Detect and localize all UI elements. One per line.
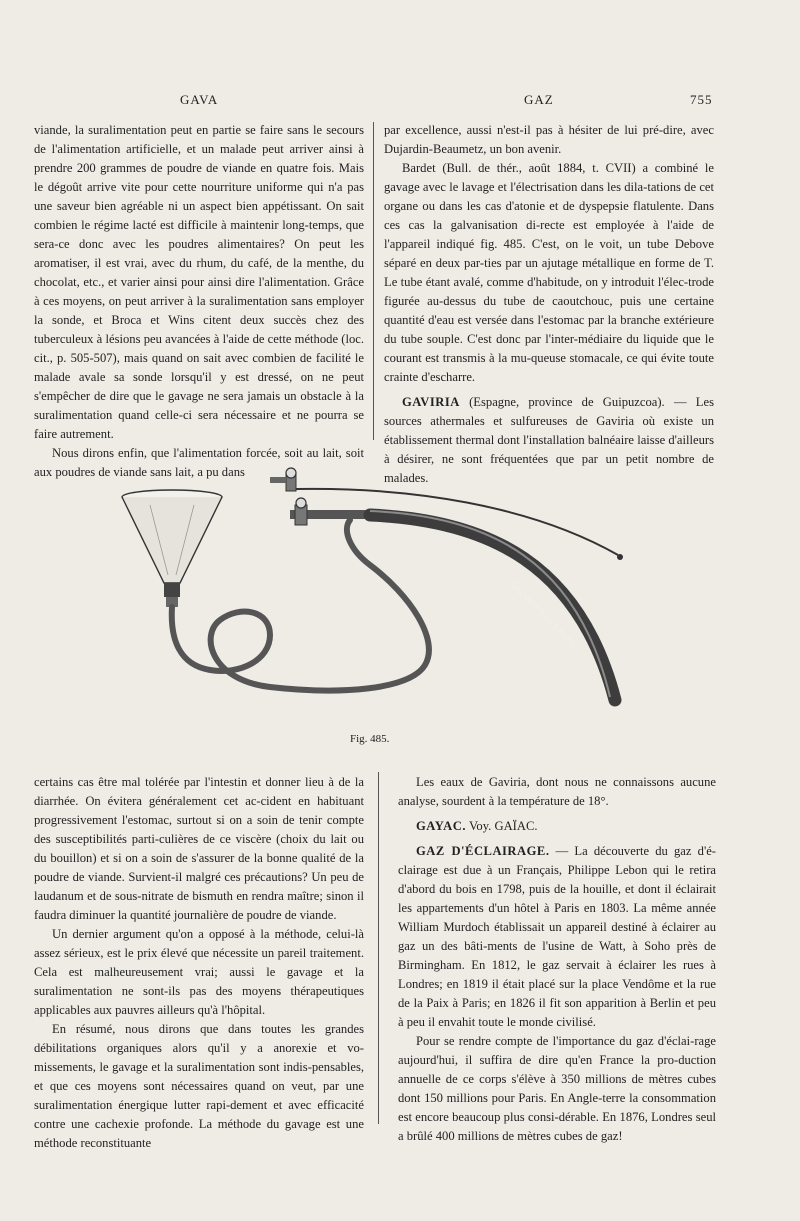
paragraph: viande, la suralimentation peut en partie se faire sans le secours de l'alimentation artificielle, et un malade peut arriver ainsi à prendre 200 grammes de poudre de viande en quatre fois. Mais le dégoût arrive vite pour cette nourriture uniforme qui n'a pas une saveur bien agréable ni un aspect bien appétissant. On sait combien le régime lacté est difficile à maintenir long-temps, que sera-ce donc avec les poudres alimentaires? On peut les aromatiser, il est vrai, avec du rhum, du café, de la menthe, du chocolat, etc., et varier ainsi pour ainsi dire l'alimentation. Grâce à ces moyens, on peut arriver à la suralimentation sans employer la sonde, et Broca et Wins citent deux succès chez des tuberculeux à lésions peu avancées à l'aide de cette méthode (loc. cit., p. 505-507), mais quand on sait avec combien de facilité le malade avale sa sonde lorsqu'il y est dressé, on ne peut s'empêcher de dire que le gavage ne sera jamais un obstacle à la suralimentation quand celle-ci sera nécessaire et ne pourra se faire autrement. [34,123,364,441]
headword: GAZ D'ÉCLAIRAGE. [416,844,550,858]
right-column-bottom [398,773,716,1146]
left-column-bottom [34,773,364,1153]
paragraph: par excellence, aussi n'est-il pas à hésiter de lui pré-dire, avec Dujardin-Beaumetz, un bon avenir. [384,123,714,156]
maker-mark: GALANTE & FILS PARIS [508,580,579,650]
headword: GAVIRIA [402,395,460,409]
page-number: 755 [690,92,713,107]
column-rule [373,122,374,440]
running-head-left: GAVA [180,92,219,107]
left-column-top [34,121,364,482]
running-head [0,92,800,110]
entry-gaz [398,842,716,1032]
entry-text: Voy. GAÏAC. [468,819,538,833]
column-rule [378,772,379,1124]
funnel-icon [122,490,222,607]
entry-text: (Espagne, province de Guipuzcoa). — Les sources athermales et sulfureuses de Gaviria où existe un établissement thermal dont l'installation balnéaire laisse d'ailleurs à désirer, ne sont fréquentées que par un petit nombre de malades. [384,395,714,485]
paragraph: Un dernier argument qu'on a opposé à la méthode, celui-là assez sérieux, est le prix élevé que nécessite un pareil traitement. Cela est malheureusement vrai; aussi le gavage et la suralimentation ne sont-ils pas des moyens thérapeutiques applicables aux pauvres ailleurs qu'à l'hôpital. [34,927,364,1017]
headword: GAYAC. [416,819,467,833]
figure-illustration [110,465,670,735]
running-head-center: GAZ [524,92,554,107]
rubber-tube [172,520,429,691]
figure-caption: Fig. 485. [350,733,390,745]
paragraph: Pour se rendre compte de l'importance du gaz d'éclai-rage aujourd'hui, il suffira de dire qu'en France la pro-duction annuelle de ce corps s'élève à 350 millions de mètres cubes dont 150 millions pour Paris. En Angle-terre la consommation est encore beaucoup plus consi-dérable. En 1876, Londres seul a brûlé 400 millions de mètres cubes de gaz! [398,1034,716,1143]
t-coupling-icon [270,468,370,525]
paragraph: Les eaux de Gaviria, dont nous ne connaissons aucune analyse, sourdent à la température de 18°. [398,775,716,808]
paragraph: Nous dirons enfin, que l'alimentation forcée, soit au lait, soit aux poudres de viande sans lait, a pu dans [34,446,364,479]
entry-gayac [398,817,716,836]
paragraph: Bardet (Bull. de thér., août 1884, t. CVII) a combiné le gavage avec le lavage et l'électrisation dans les dila-tations de cet organe ou dans les cas d'atonie et de dyspepsie flatulente. Dans ces cas la galvanisation di-recte est employée à l'aide de l'appareil indiqué fig. 485. C'est, on le voit, un tube Debove séparé en deux par-ties par un ajutage métallique en forme de T. Le tube étant avalé, comme d'habitude, on y introduit l'élec-trode figurée au-dessus du tube de caoutchouc, puis une certaine quantité d'eau est versée dans l'estomac par la branche extérieure du tube souple. C'est donc par l'inter-médiaire du liquide que le courant est transmis à la mu-queuse stomacale, ce qui évite toute crainte d'escharre. [384,161,714,384]
paragraph: certains cas être mal tolérée par l'intestin et donner lieu à de la diarrhée. On évitera généralement cet ac-cident en habituant progressivement l'estomac, surtout si on a soin de tenir compte des susceptibilités parti-culières de ce viscère (choix du lait ou du bouillon) et si on a soin de s'assurer de la bonne qualité de la poudre de viande. Survient-il malgré ces précautions? Un peu de laudanum et de sous-nitrate de bismuth en rendra maître; sinon il faudra diminuer la quantité journalière de poudre de viande. [34,775,364,922]
stomach-tube [370,515,615,700]
paragraph: En résumé, nous dirons que dans toutes les grandes débilitations organiques alors qu'il y a anorexie et vo-missements, le gavage et la suralimentation sont indis-pensables, et que ces moyens sont nécessaires quand on veut, par une suralimentation énergique lutter rapi-dement et avec efficacité contre une cachexie profonde. La méthode du gavage est une méthode reconstituante [34,1022,364,1150]
entry-text: — La découverte du gaz d'é-clairage est due à un Français, Philippe Lebon qui le retira d'abord du bois en 1798, puis de la houille, et dont il éclairait les appartements d'un hôtel à Paris en 1803. La même année William Murdoch établissait un appareil destiné à éclairer au gaz un des bâti-ments de l'usine de Watt, à Soho près de Birmingham. En 1812, le gaz servait à éclairer les rues à Londres; en 1819 il était placé sur la place Vendôme et la rue de la Paix à Paris; en 1826 il fit son apparition à Berlin et peu à peu il envahit toute le monde civilisé. [398,844,717,1029]
right-column-top [384,121,714,488]
